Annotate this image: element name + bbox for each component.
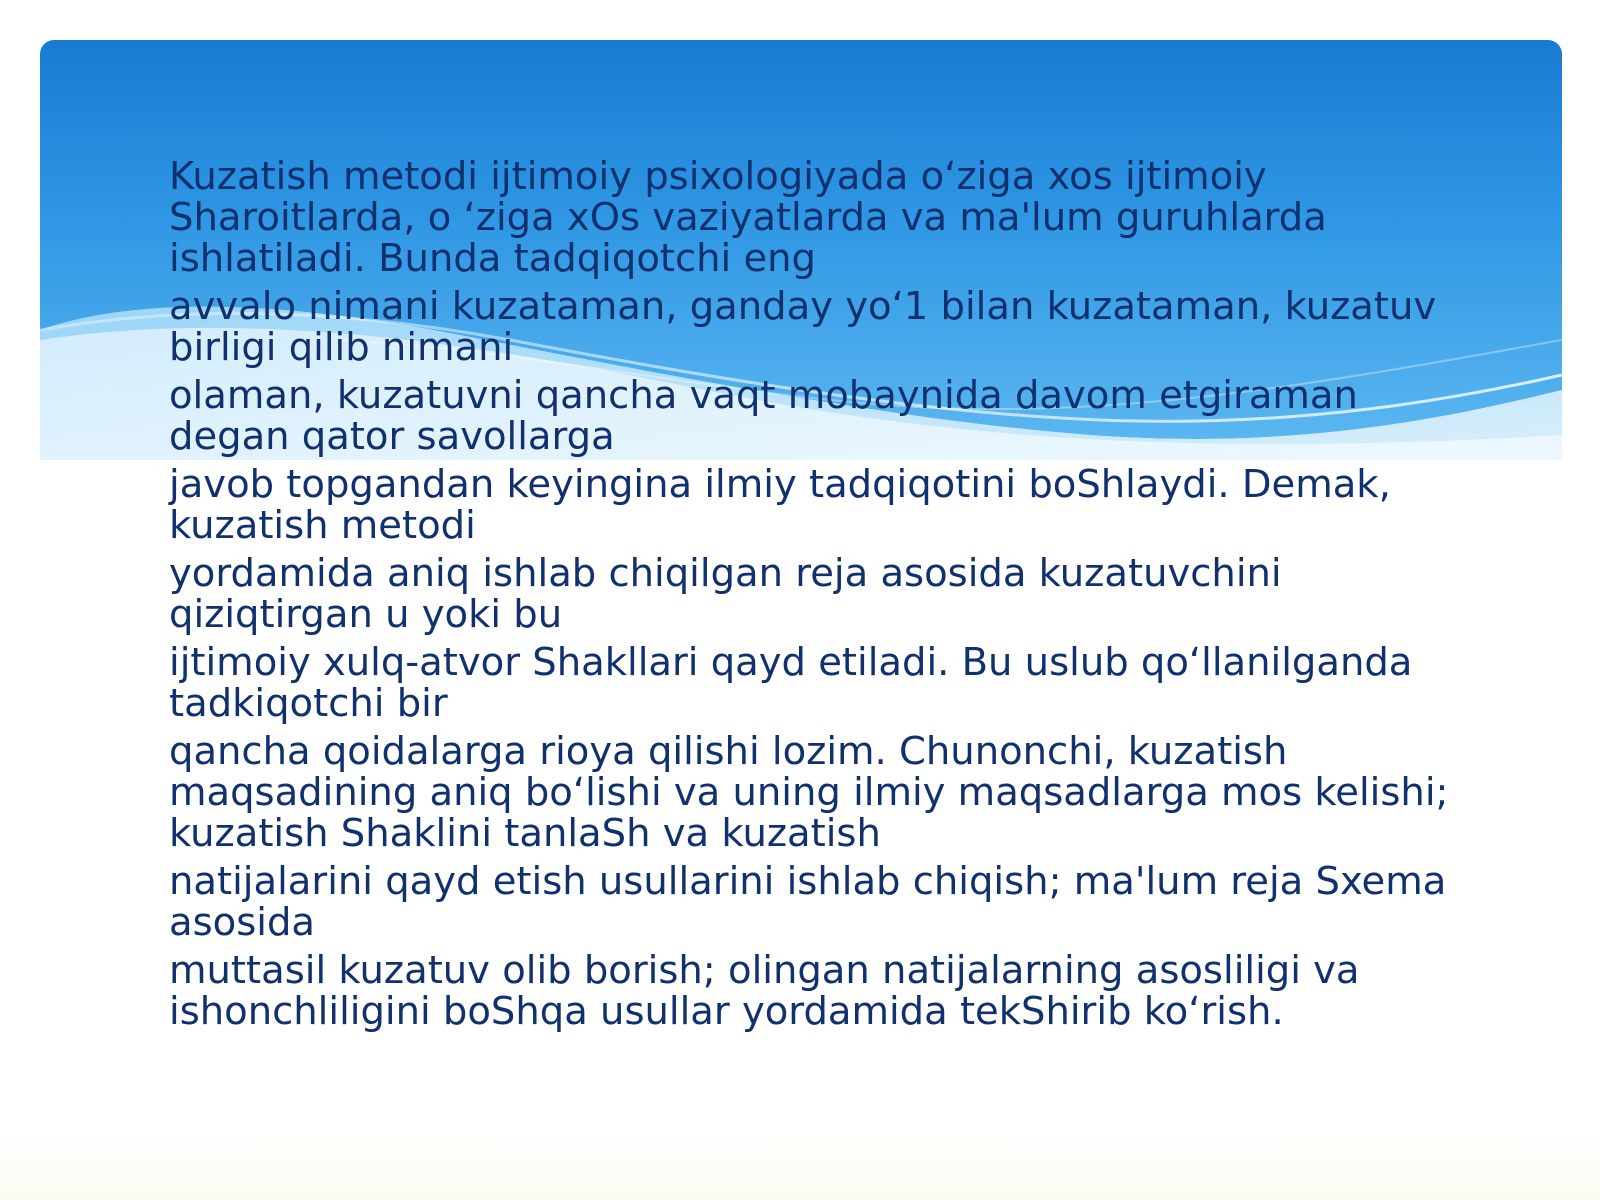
paragraph: natijalarini qayd etish usullarini ishlab chiqish; ma'lum reja Sxema asosida: [169, 859, 1447, 945]
paragraph: Kuzatish metodi ijtimoiy psixologiyada o‘ziga xos ijtimoiy Sharoitlarda, o ‘ziga xOs vaziyatlarda va ma'lum guruhlarda ishlatiladi. Bunda tadqiqotchi eng: [169, 154, 1327, 281]
paragraph: qancha qoidalarga rioya qilishi lozim. Chunonchi, kuzatish maqsadining aniq bo‘lishi va uning ilmiy maqsadlarga mos kelishi; kuzatish Shaklini tanlaSh va kuzatish: [169, 729, 1449, 856]
paragraph: javob topgandan keyingina ilmiy tadqiqotini boShlaydi. Demak, kuzatish metodi: [169, 462, 1391, 548]
paragraph: ijtimoiy xulq-atvor Shakllari qayd etiladi. Bu uslub qo‘llanilganda tadkiqotchi bir: [169, 640, 1413, 726]
slide-body-text: [169, 156, 1469, 1039]
paragraph: olaman, kuzatuvni qancha vaqt mobaynida davom etgiraman degan qator savollarga: [169, 373, 1358, 459]
paragraph: avvalo nimani kuzataman, ganday yo‘1 bilan kuzataman, kuzatuv birligi qilib nimani: [169, 284, 1437, 370]
bottom-haze: [0, 1130, 1600, 1200]
paragraph: muttasil kuzatuv olib borish; olingan natijalarning asosliligi va ishonchliligini boShqa usullar yordamida tekShirib ko‘rish.: [169, 948, 1360, 1034]
paragraph: yordamida aniq ishlab chiqilgan reja asosida kuzatuvchini qiziqtirgan u yoki bu: [169, 551, 1282, 637]
